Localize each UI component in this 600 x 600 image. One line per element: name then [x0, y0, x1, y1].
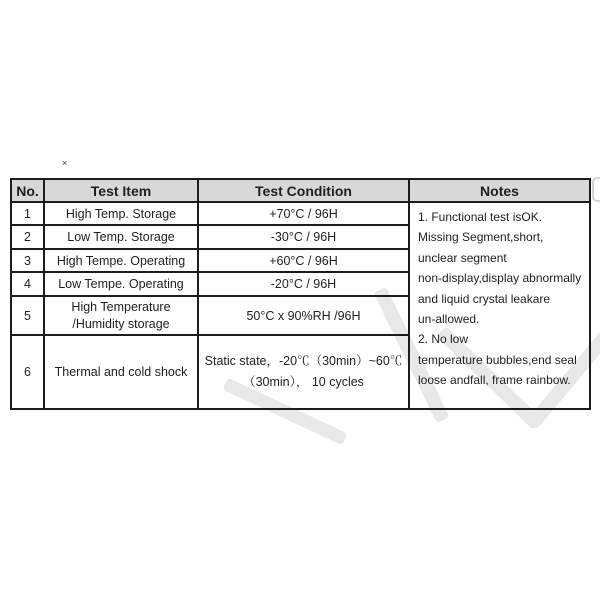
- cell-item-1: High Temp. Storage: [44, 202, 198, 225]
- stray-mark: ×: [62, 158, 68, 168]
- cell-no-5: 5: [11, 296, 44, 335]
- reliability-test-table: [10, 178, 591, 410]
- cell-condition-5: 50°C x 90%RH /96H: [198, 296, 409, 335]
- edge-fragment: [592, 177, 600, 202]
- cell-item-2: Low Temp. Storage: [44, 225, 198, 249]
- cell-notes: [409, 202, 590, 409]
- col-header-test-condition: Test Condition: [198, 179, 409, 202]
- cell-no-6: 6: [11, 335, 44, 409]
- cell-item-3: High Tempe. Operating: [44, 249, 198, 272]
- cell-no-3: 3: [11, 249, 44, 272]
- table-row: [11, 202, 590, 225]
- col-header-notes: Notes: [409, 179, 590, 202]
- notes-line: 2. No low: [418, 332, 469, 347]
- notes-line: Missing Segment,short,: [418, 230, 544, 245]
- cell-no-4: 4: [11, 272, 44, 296]
- notes-line: non-display,display abnormally: [418, 271, 582, 286]
- cell-item-6: Thermal and cold shock: [44, 335, 198, 409]
- cell-condition-4: -20°C / 96H: [198, 272, 409, 296]
- cell-no-2: 2: [11, 225, 44, 249]
- cell-condition-2: -30°C / 96H: [198, 225, 409, 249]
- notes-line: temperature bubbles,end seal: [418, 352, 577, 367]
- notes-line: and liquid crystal leakare: [418, 291, 551, 306]
- notes-line: loose andfall, frame rainbow.: [418, 373, 571, 388]
- notes-line: un-allowed.: [418, 312, 480, 327]
- notes-line: 1. Functional test isOK.: [418, 210, 543, 224]
- cell-item-5-line2: /Humidity storage: [72, 316, 170, 331]
- table-header-row: [11, 179, 590, 202]
- cell-condition-6-line2: （30min）， 10 cycles: [243, 375, 364, 389]
- col-header-test-item: Test Item: [44, 179, 198, 202]
- cell-condition-3: +60°C / 96H: [198, 249, 409, 272]
- cell-condition-1: +70°C / 96H: [198, 202, 409, 225]
- cell-condition-6: [198, 335, 409, 409]
- cell-item-4: Low Tempe. Operating: [44, 272, 198, 296]
- cell-item-5: [44, 296, 198, 335]
- cell-condition-6-line1: Static state，-20℃（30min）~60℃: [204, 354, 403, 368]
- notes-line: unclear segment: [418, 250, 507, 265]
- col-header-no: No.: [11, 179, 44, 202]
- cell-no-1: 1: [11, 202, 44, 225]
- cell-item-5-line1: High Temperature: [71, 299, 171, 314]
